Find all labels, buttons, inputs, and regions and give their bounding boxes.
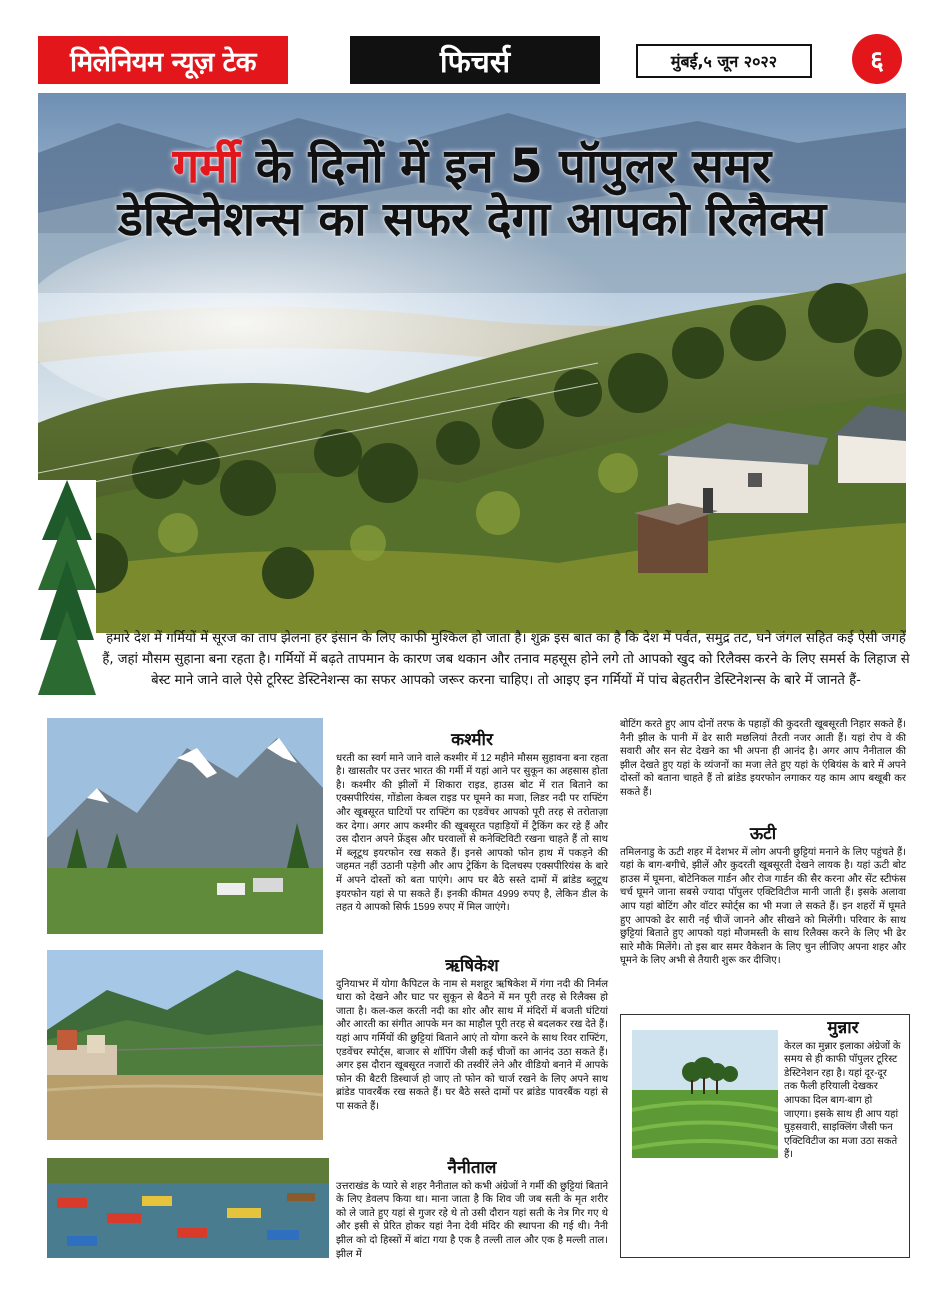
munnar-heading: मुन्नार [827,1018,859,1038]
nainital-article [336,1158,608,1261]
ooty-body: तमिलनाडु के ऊटी शहर में देशभर में लोग अपनी छुट्टियां मनाने के लिए पहुंचते हैं। यहां के बाग-बगीचे, झीलें और कुदरती खूबसूरती देखने लायक है। यहां ऊटी बोट हाउस में घूमना, बोटेनिकल गार्डन और रोज गार्डन की सैर करना और सेंट स्टीफंस चर्च घूमने जाना सबसे ज्यादा पॉपुलर एक्टिविटीज मानी जाती हैं। इसके अलावा आप यहां बोटिंग और वॉटर स्पोर्ट्स का भी मजा ले सकते हैं। इन शहरों में घूमते हुए आपको ढेर सारी नई चीजें जानने और सीखने को मिलेंगी। परिवार के साथ छुट्टियां बिताते हुए आपको यहां मौजमस्ती के साथ रिलैक्स करने के लिए भी ढेर सारे मौके मिलेंगे। तो इस बार समर वैकेशन के लिए चुन लीजिए अपना शहर और घूमने के लिए अभी से तैयारी शुरू कर दीजिए। [620,846,906,967]
kashmir-heading: कश्मीर [451,730,493,750]
kashmir-body: धरती का स्वर्ग माने जाने वाले कश्मीर में 12 महीने मौसम सुहावना बना रहता है। खासतौर पर उत्तर भारत की गर्मी में यहां आने पर सुकून का अहसास होता है। कश्मीर की झीलों में शिकारा राइड, हाउस बोट में रात बिताने का एक्सपीरियंस, गोंडोला केबल राइड पर घूमने का मजा, लिडर नदी पर राफ्टिंग और खूबसूरत घाटियों पर राफ्टिंग का एडवेंचर आपको पूरी तरह से तरोताज़ा कर देगा। अगर आप कश्मीर की खूबसूरत पहाड़ियों में ट्रैकिंग कर रहे हैं और उस दौरान अपने फ्रेंड्स और घरवालों से कनेक्टिविटी रखना चाहते हैं तो साथ में ब्लूटूथ इयरफोन रख सकते हैं। इनसे आपको फोन हाथ में पकड़ने की जहमत नहीं उठानी पड़ेगी और आप ट्रेकिंग के दिलचस्प एक्सपीरियंस के बारे में अपने दोस्तों को बता पाएंगे। आप घर बैठे सस्ते दामों में ब्रांडेड ब्लूटूथ इयरफोन यहां से पा सकते हैं। इनकी कीमत 4999 रुपए है, लेकिन डील के तहत ये आपको सिर्फ 1599 रुपए में मिल जाएंगे। [336,752,608,914]
masthead-brand: मिलेनियम न्यूज़ टेक [38,36,288,84]
headline-line1: के दिनों में इन 5 पॉपुलर समर [239,139,772,194]
hero-image [38,93,906,633]
headline-line2: डेस्टिनेशन्स का सफर देगा आपको रिलैक्स [117,191,827,247]
kashmir-photo [47,718,323,934]
munnar-photo [632,1030,778,1158]
rishikesh-body: दुनियाभर में योगा कैपिटल के नाम से मशहूर ऋषिकेश में गंगा नदी की निर्मल धारा को देखने और घाट पर सुकून से बैठने में मन पूरी तरह से रिलैक्स हो जाता है। कल-कल करती नदी का शोर और साथ में मंदिरों में बजती घंटियां और आरती का संगीत आपके मन का माहौल पूरी तरह से बदलकर रख देते हैं। यहां आप गर्मियों की छुट्टियां बिताने आएं तो योगा करने के साथ रिवर राफ्टिंग, एडवेंचर स्पोर्ट्स, बाजार से शॉपिंग जैसी कई चीजों का आनंद उठा सकते हैं। अगर इस दौरान खूबसूरत नजारों की तस्वीरें लेने और वीडियो बनाने में आपके फोन की बैटरी डिस्चार्ज हो जाए तो फोन को चार्ज रखने के लिए अपने साथ ब्रांडेड पावरबैंक रख सकते हैं। घर बैठे सस्ते दामों पर ब्रांडेड पावरबैंक यहां से पा सकते हैं। [336,978,608,1112]
rishikesh-heading: ऋषिकेश [445,956,499,976]
kashmir-article [336,730,608,915]
munnar-article [784,1018,902,1162]
decorative-pine-trees [38,480,96,700]
nainital-body: उत्तराखंड के प्यारे से शहर नैनीताल को कभी अंग्रेजों ने गर्मी की छुट्टियां बिताने के लिए डेवलप किया था। माना जाता है कि शिव जी जब सती के मृत शरीर को ले जाते हुए यहां से गुजर रहे थे तो उसी दौरान यहां सती के नेत्र गिर गए थे और इसी से प्रेरित होकर यहां नैना देवी मंदिर की स्थापना की गई थी। नैनी झील को दो हिस्सों में बांटा गया है एक है तल्ली ताल और एक है मल्ली ताल। झील में [336,1180,608,1260]
nainital-continued [620,718,906,800]
headline [38,141,906,246]
intro-paragraph: हमारे देश में गर्मियों में सूरज का ताप झेलना हर इंसान के लिए काफी मुश्किल हो जाता है। शुक्र इस बात का है कि देश में पर्वत, समुद्र तट, घने जंगल सहित कई ऐसी जगहें हैं, जहां मौसम सुहाना बना रहता है। गर्मियों में बढ़ते तापमान के कारण जब थकान और तनाव महसूस होने लगे तो आपको खुद को रिलैक्स करने के लिए समर्स के लिहाज से बेस्ट माने जाने वाले ऐसे टूरिस्ट डेस्टिनेशन्स का सफर आपको जरूर करना चाहिए। तो आइए इन गर्मियों में पांच बेहतरीन डेस्टिनेशन्स के बारे में जानते हैं- [102,631,910,688]
nainital-photo [47,1158,329,1258]
nainital-continued-body: बोटिंग करते हुए आप दोनों तरफ के पहाड़ों की कुदरती खूबसूरती निहार सकते हैं। नैनी झील के पानी में ढेर सारी मछलियां तैरती नजर आती हैं। यहां रोप वे की सवारी और सन सेट देखने का भी अपना ही आनंद है। अगर आप नैनीताल की झील देखते हुए यहां के व्यंजनों का मजा लेते हुए यहां के एंबियंस के बारे में अपने दोस्तों को बताना चाहते हैं तो ब्रांडेड इयरफोन लगाकर यह काम आप बखूबी कर सकते हैं। [620,719,906,798]
ooty-heading: ऊटी [749,824,777,844]
section-title: फिचर्स [350,36,600,84]
headline-highlight: गर्मी [172,139,240,194]
ooty-article [620,824,906,968]
dateline: मुंबई,५ जून २०२२ [636,44,812,78]
munnar-body: केरल का मुन्नार इलाका अंग्रेजों के समय से ही काफी पॉपुलर टूरिस्ट डेस्टिनेशन रहा है। यहां दूर-दूर तक फैली हरियाली देखकर आपका दिल बाग-बाग हो जाएगा। इसके साथ ही आप यहां घुड़सवारी, साइक्लिंग जैसी फन एक्टिविटीज का मजा उठा सकते हैं। [784,1040,901,1161]
rishikesh-photo [47,950,323,1140]
nainital-heading: नैनीताल [447,1158,497,1178]
rishikesh-article [336,956,608,1114]
page-number: ६ [852,34,902,84]
